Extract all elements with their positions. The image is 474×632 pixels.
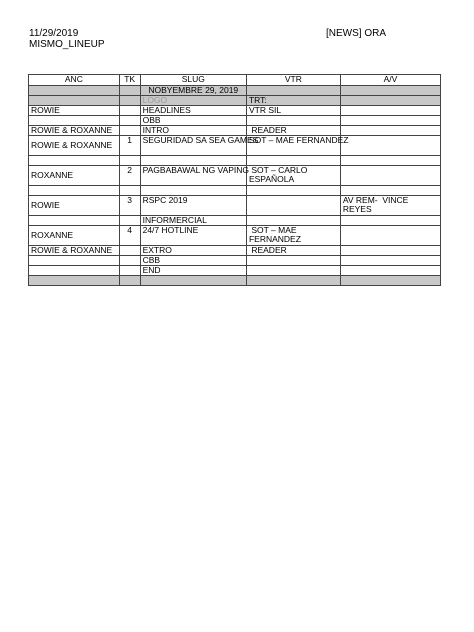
cell-av bbox=[340, 106, 440, 116]
cell-slug bbox=[140, 186, 246, 196]
cell-tk bbox=[119, 96, 140, 106]
cell-slug: CBB bbox=[140, 256, 246, 266]
cell-vtr: READER bbox=[246, 246, 340, 256]
cell-anc: ROWIE bbox=[29, 196, 120, 216]
cell-av bbox=[340, 136, 440, 156]
cell-av bbox=[340, 126, 440, 136]
cell-anc: ROWIE bbox=[29, 106, 120, 116]
cell-av bbox=[340, 186, 440, 196]
cell-anc bbox=[29, 266, 120, 276]
cell-tk bbox=[119, 246, 140, 256]
col-header-tk: TK bbox=[119, 75, 140, 86]
cell-vtr bbox=[246, 256, 340, 266]
table-row bbox=[29, 126, 441, 136]
cell-anc: ROXANNE bbox=[29, 226, 120, 246]
cell-anc: ROWIE & ROXANNE bbox=[29, 126, 120, 136]
cell-tk bbox=[119, 86, 140, 96]
table-row bbox=[29, 96, 441, 106]
cell-av bbox=[340, 246, 440, 256]
cell-vtr bbox=[246, 276, 340, 286]
cell-anc bbox=[29, 156, 120, 166]
cell-anc bbox=[29, 186, 120, 196]
cell-av bbox=[340, 216, 440, 226]
table-row bbox=[29, 276, 441, 286]
col-header-slug: SLUG bbox=[140, 75, 246, 86]
cell-av bbox=[340, 276, 440, 286]
cell-av bbox=[340, 226, 440, 246]
cell-tk bbox=[119, 116, 140, 126]
cell-slug: LOGO bbox=[140, 96, 246, 106]
cell-slug bbox=[140, 156, 246, 166]
cell-vtr: VTR SIL bbox=[246, 106, 340, 116]
document-date: 11/29/2019 bbox=[29, 28, 79, 39]
table-row bbox=[29, 166, 441, 186]
cell-vtr: READER bbox=[246, 126, 340, 136]
table-row bbox=[29, 266, 441, 276]
cell-anc bbox=[29, 116, 120, 126]
cell-av bbox=[340, 166, 440, 186]
table-row bbox=[29, 106, 441, 116]
cell-tk bbox=[119, 156, 140, 166]
cell-tk bbox=[119, 126, 140, 136]
program-label: [NEWS] ORA bbox=[326, 28, 387, 39]
cell-tk: 1 bbox=[119, 136, 140, 156]
cell-av bbox=[340, 256, 440, 266]
cell-slug: 24/7 HOTLINE bbox=[140, 226, 246, 246]
cell-vtr bbox=[246, 186, 340, 196]
cell-slug: INFORMERCIAL bbox=[140, 216, 246, 226]
cell-av bbox=[340, 156, 440, 166]
col-header-vtr: VTR bbox=[246, 75, 340, 86]
cell-av: AV REM- VINCE REYES bbox=[340, 196, 440, 216]
cell-anc bbox=[29, 256, 120, 266]
cell-slug: RSPC 2019 bbox=[140, 196, 246, 216]
cell-vtr: SOT – MAE FERNANDEZ bbox=[246, 136, 340, 156]
cell-vtr bbox=[246, 196, 340, 216]
cell-anc bbox=[29, 216, 120, 226]
cell-slug: END bbox=[140, 266, 246, 276]
cell-vtr bbox=[246, 266, 340, 276]
cell-tk bbox=[119, 186, 140, 196]
cell-tk: 3 bbox=[119, 196, 140, 216]
table-row bbox=[29, 246, 441, 256]
cell-tk bbox=[119, 266, 140, 276]
col-header-av: A/V bbox=[340, 75, 440, 86]
table-row bbox=[29, 116, 441, 126]
table-row bbox=[29, 156, 441, 166]
cell-slug: OBB bbox=[140, 116, 246, 126]
cell-anc bbox=[29, 96, 120, 106]
table-header-row bbox=[29, 75, 441, 86]
table-row bbox=[29, 216, 441, 226]
cell-tk: 2 bbox=[119, 166, 140, 186]
table-row bbox=[29, 226, 441, 246]
cell-slug: INTRO bbox=[140, 126, 246, 136]
cell-slug: SEGURIDAD SA SEA GAMES bbox=[140, 136, 246, 156]
cell-vtr: SOT – MAE FERNANDEZ bbox=[246, 226, 340, 246]
cell-slug: PAGBABAWAL NG VAPING bbox=[140, 166, 246, 186]
cell-vtr bbox=[246, 86, 340, 96]
cell-tk: 4 bbox=[119, 226, 140, 246]
cell-av bbox=[340, 266, 440, 276]
table-row bbox=[29, 186, 441, 196]
cell-slug: EXTRO bbox=[140, 246, 246, 256]
cell-tk bbox=[119, 256, 140, 266]
cell-av bbox=[340, 116, 440, 126]
cell-slug bbox=[140, 276, 246, 286]
cell-slug: NOBYEMBRE 29, 2019 bbox=[140, 86, 246, 96]
cell-vtr: SOT – CARLO ESPAÑOLA bbox=[246, 166, 340, 186]
table-row bbox=[29, 256, 441, 266]
cell-vtr: TRT: bbox=[246, 96, 340, 106]
cell-anc: ROXANNE bbox=[29, 166, 120, 186]
col-header-anc: ANC bbox=[29, 75, 120, 86]
table-row bbox=[29, 86, 441, 96]
cell-vtr bbox=[246, 156, 340, 166]
cell-anc bbox=[29, 276, 120, 286]
table-row bbox=[29, 136, 441, 156]
cell-anc: ROWIE & ROXANNE bbox=[29, 136, 120, 156]
cell-tk bbox=[119, 106, 140, 116]
cell-anc: ROWIE & ROXANNE bbox=[29, 246, 120, 256]
cell-av bbox=[340, 96, 440, 106]
cell-av bbox=[340, 86, 440, 96]
cell-slug: HEADLINES bbox=[140, 106, 246, 116]
cell-tk bbox=[119, 216, 140, 226]
document-title: MISMO_LINEUP bbox=[29, 39, 105, 50]
table-row bbox=[29, 196, 441, 216]
cell-tk bbox=[119, 276, 140, 286]
lineup-table bbox=[28, 74, 441, 286]
cell-anc bbox=[29, 86, 120, 96]
cell-vtr bbox=[246, 216, 340, 226]
cell-vtr bbox=[246, 116, 340, 126]
